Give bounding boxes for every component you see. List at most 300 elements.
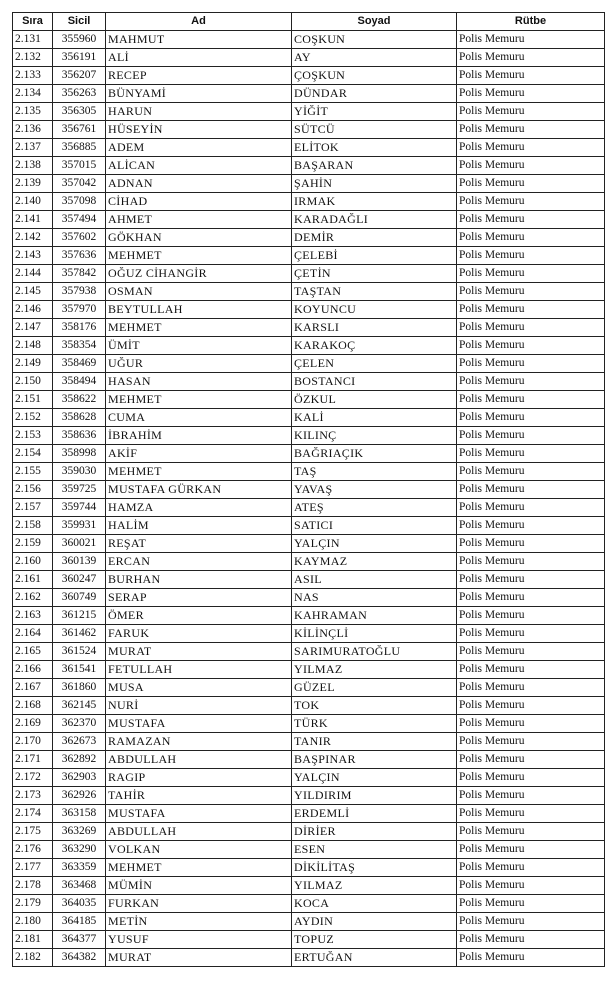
cell-soyad: BAŞARAN <box>292 157 457 175</box>
cell-sicil: 360021 <box>53 535 106 553</box>
cell-sicil: 360247 <box>53 571 106 589</box>
cell-soyad: ASIL <box>292 571 457 589</box>
cell-sicil: 362145 <box>53 697 106 715</box>
table-row <box>13 211 605 229</box>
cell-sira: 2.133 <box>13 67 53 85</box>
cell-sicil: 357098 <box>53 193 106 211</box>
cell-soyad: BAĞRIAÇIK <box>292 445 457 463</box>
cell-sira: 2.134 <box>13 85 53 103</box>
cell-soyad: KOYUNCU <box>292 301 457 319</box>
cell-sira: 2.170 <box>13 733 53 751</box>
cell-sicil: 358176 <box>53 319 106 337</box>
cell-ad: ADNAN <box>106 175 292 193</box>
cell-sira: 2.156 <box>13 481 53 499</box>
table-row <box>13 949 605 967</box>
cell-ad: FETULLAH <box>106 661 292 679</box>
cell-sira: 2.141 <box>13 211 53 229</box>
cell-ad: MEHMET <box>106 391 292 409</box>
cell-soyad: KAHRAMAN <box>292 607 457 625</box>
cell-ad: MURAT <box>106 643 292 661</box>
cell-sira: 2.169 <box>13 715 53 733</box>
cell-sira: 2.146 <box>13 301 53 319</box>
cell-rutbe: Polis Memuru <box>457 697 605 715</box>
cell-rutbe: Polis Memuru <box>457 751 605 769</box>
cell-ad: RAMAZAN <box>106 733 292 751</box>
table-row <box>13 229 605 247</box>
table-row <box>13 571 605 589</box>
cell-sira: 2.176 <box>13 841 53 859</box>
cell-sicil: 356885 <box>53 139 106 157</box>
table-row <box>13 607 605 625</box>
cell-sira: 2.179 <box>13 895 53 913</box>
cell-sicil: 357042 <box>53 175 106 193</box>
cell-sira: 2.164 <box>13 625 53 643</box>
cell-rutbe: Polis Memuru <box>457 787 605 805</box>
table-row <box>13 679 605 697</box>
cell-sira: 2.161 <box>13 571 53 589</box>
cell-rutbe: Polis Memuru <box>457 841 605 859</box>
table-row <box>13 499 605 517</box>
table-row <box>13 661 605 679</box>
cell-ad: BEYTULLAH <box>106 301 292 319</box>
cell-soyad: COŞKUN <box>292 31 457 49</box>
cell-soyad: TOK <box>292 697 457 715</box>
table-row <box>13 31 605 49</box>
cell-sira: 2.154 <box>13 445 53 463</box>
cell-rutbe: Polis Memuru <box>457 211 605 229</box>
cell-sira: 2.167 <box>13 679 53 697</box>
cell-sira: 2.175 <box>13 823 53 841</box>
cell-sira: 2.138 <box>13 157 53 175</box>
cell-sicil: 361524 <box>53 643 106 661</box>
cell-sicil: 362370 <box>53 715 106 733</box>
cell-soyad: YILDIRIM <box>292 787 457 805</box>
cell-ad: REŞAT <box>106 535 292 553</box>
cell-sicil: 356305 <box>53 103 106 121</box>
cell-sira: 2.153 <box>13 427 53 445</box>
table-row <box>13 625 605 643</box>
cell-rutbe: Polis Memuru <box>457 571 605 589</box>
cell-sicil: 362892 <box>53 751 106 769</box>
column-header-rutbe: Rütbe <box>457 13 605 31</box>
cell-ad: RAGIP <box>106 769 292 787</box>
cell-sicil: 362903 <box>53 769 106 787</box>
cell-sicil: 361860 <box>53 679 106 697</box>
cell-ad: OSMAN <box>106 283 292 301</box>
cell-sira: 2.168 <box>13 697 53 715</box>
cell-rutbe: Polis Memuru <box>457 823 605 841</box>
cell-sicil: 363468 <box>53 877 106 895</box>
cell-ad: MEHMET <box>106 247 292 265</box>
cell-sira: 2.163 <box>13 607 53 625</box>
table-row <box>13 481 605 499</box>
cell-sicil: 358998 <box>53 445 106 463</box>
cell-sira: 2.139 <box>13 175 53 193</box>
cell-ad: MEHMET <box>106 463 292 481</box>
cell-soyad: SARIMURATOĞLU <box>292 643 457 661</box>
cell-sira: 2.160 <box>13 553 53 571</box>
cell-sira: 2.173 <box>13 787 53 805</box>
cell-ad: HASAN <box>106 373 292 391</box>
cell-soyad: KİLİNÇLİ <box>292 625 457 643</box>
cell-sicil: 360749 <box>53 589 106 607</box>
table-row <box>13 175 605 193</box>
cell-ad: SERAP <box>106 589 292 607</box>
cell-sira: 2.177 <box>13 859 53 877</box>
cell-ad: BÜNYAMİ <box>106 85 292 103</box>
cell-ad: ALİCAN <box>106 157 292 175</box>
cell-rutbe: Polis Memuru <box>457 859 605 877</box>
cell-rutbe: Polis Memuru <box>457 67 605 85</box>
cell-soyad: TOPUZ <box>292 931 457 949</box>
cell-ad: MUSTAFA GÜRKAN <box>106 481 292 499</box>
cell-sira: 2.181 <box>13 931 53 949</box>
cell-soyad: ÇETİN <box>292 265 457 283</box>
cell-sira: 2.137 <box>13 139 53 157</box>
cell-ad: AHMET <box>106 211 292 229</box>
table-row <box>13 193 605 211</box>
cell-ad: AKİF <box>106 445 292 463</box>
cell-soyad: YİĞİT <box>292 103 457 121</box>
cell-soyad: ÇELEBİ <box>292 247 457 265</box>
cell-ad: FURKAN <box>106 895 292 913</box>
table-row <box>13 823 605 841</box>
table-row <box>13 697 605 715</box>
column-header-sira: Sıra <box>13 13 53 31</box>
cell-rutbe: Polis Memuru <box>457 355 605 373</box>
cell-soyad: ÇOŞKUN <box>292 67 457 85</box>
cell-sicil: 357636 <box>53 247 106 265</box>
cell-ad: HARUN <box>106 103 292 121</box>
cell-sira: 2.140 <box>13 193 53 211</box>
table-row <box>13 553 605 571</box>
cell-rutbe: Polis Memuru <box>457 85 605 103</box>
cell-rutbe: Polis Memuru <box>457 301 605 319</box>
cell-sicil: 363158 <box>53 805 106 823</box>
cell-rutbe: Polis Memuru <box>457 103 605 121</box>
cell-rutbe: Polis Memuru <box>457 949 605 967</box>
table-row <box>13 67 605 85</box>
cell-ad: ÖMER <box>106 607 292 625</box>
table-row <box>13 733 605 751</box>
cell-rutbe: Polis Memuru <box>457 193 605 211</box>
cell-soyad: BAŞPINAR <box>292 751 457 769</box>
cell-rutbe: Polis Memuru <box>457 733 605 751</box>
personnel-list-page <box>12 12 604 967</box>
cell-sira: 2.178 <box>13 877 53 895</box>
cell-ad: İBRAHİM <box>106 427 292 445</box>
cell-ad: GÖKHAN <box>106 229 292 247</box>
cell-soyad: DÜNDAR <box>292 85 457 103</box>
cell-ad: ERCAN <box>106 553 292 571</box>
cell-soyad: KILINÇ <box>292 427 457 445</box>
cell-ad: MAHMUT <box>106 31 292 49</box>
cell-soyad: KAYMAZ <box>292 553 457 571</box>
cell-ad: VOLKAN <box>106 841 292 859</box>
cell-sicil: 359931 <box>53 517 106 535</box>
table-row <box>13 49 605 67</box>
cell-sicil: 363290 <box>53 841 106 859</box>
cell-sira: 2.147 <box>13 319 53 337</box>
cell-soyad: TANIR <box>292 733 457 751</box>
cell-rutbe: Polis Memuru <box>457 679 605 697</box>
cell-soyad: KARSLI <box>292 319 457 337</box>
table-row <box>13 283 605 301</box>
cell-sira: 2.132 <box>13 49 53 67</box>
column-header-soyad: Soyad <box>292 13 457 31</box>
cell-ad: ABDULLAH <box>106 751 292 769</box>
column-header-ad: Ad <box>106 13 292 31</box>
cell-rutbe: Polis Memuru <box>457 895 605 913</box>
table-row <box>13 751 605 769</box>
cell-ad: ALİ <box>106 49 292 67</box>
cell-rutbe: Polis Memuru <box>457 499 605 517</box>
cell-rutbe: Polis Memuru <box>457 319 605 337</box>
table-row <box>13 121 605 139</box>
cell-sira: 2.148 <box>13 337 53 355</box>
cell-sicil: 361541 <box>53 661 106 679</box>
cell-rutbe: Polis Memuru <box>457 373 605 391</box>
cell-sicil: 360139 <box>53 553 106 571</box>
cell-sira: 2.180 <box>13 913 53 931</box>
cell-soyad: YALÇIN <box>292 535 457 553</box>
cell-ad: HÜSEYİN <box>106 121 292 139</box>
cell-soyad: AY <box>292 49 457 67</box>
cell-soyad: DİKİLİTAŞ <box>292 859 457 877</box>
cell-sicil: 359744 <box>53 499 106 517</box>
cell-rutbe: Polis Memuru <box>457 553 605 571</box>
table-row <box>13 409 605 427</box>
cell-rutbe: Polis Memuru <box>457 121 605 139</box>
cell-soyad: NAS <box>292 589 457 607</box>
table-row <box>13 157 605 175</box>
cell-soyad: KARAKOÇ <box>292 337 457 355</box>
cell-rutbe: Polis Memuru <box>457 391 605 409</box>
cell-sicil: 358628 <box>53 409 106 427</box>
cell-sira: 2.142 <box>13 229 53 247</box>
cell-sicil: 358494 <box>53 373 106 391</box>
cell-rutbe: Polis Memuru <box>457 913 605 931</box>
cell-sicil: 358636 <box>53 427 106 445</box>
cell-rutbe: Polis Memuru <box>457 607 605 625</box>
cell-ad: ÜMİT <box>106 337 292 355</box>
cell-sira: 2.152 <box>13 409 53 427</box>
cell-rutbe: Polis Memuru <box>457 643 605 661</box>
cell-sicil: 357015 <box>53 157 106 175</box>
cell-rutbe: Polis Memuru <box>457 769 605 787</box>
cell-soyad: BOSTANCI <box>292 373 457 391</box>
cell-soyad: YALÇIN <box>292 769 457 787</box>
cell-sira: 2.165 <box>13 643 53 661</box>
cell-sicil: 356761 <box>53 121 106 139</box>
cell-ad: RECEP <box>106 67 292 85</box>
cell-sicil: 357970 <box>53 301 106 319</box>
table-row <box>13 445 605 463</box>
table-row <box>13 589 605 607</box>
cell-sicil: 359030 <box>53 463 106 481</box>
table-row <box>13 859 605 877</box>
cell-sira: 2.158 <box>13 517 53 535</box>
cell-sira: 2.144 <box>13 265 53 283</box>
cell-sicil: 363359 <box>53 859 106 877</box>
cell-rutbe: Polis Memuru <box>457 931 605 949</box>
cell-sicil: 364377 <box>53 931 106 949</box>
cell-sira: 2.157 <box>13 499 53 517</box>
cell-sira: 2.131 <box>13 31 53 49</box>
cell-rutbe: Polis Memuru <box>457 139 605 157</box>
cell-soyad: ŞAHİN <box>292 175 457 193</box>
cell-sicil: 364382 <box>53 949 106 967</box>
cell-rutbe: Polis Memuru <box>457 337 605 355</box>
cell-ad: MÜMİN <box>106 877 292 895</box>
cell-rutbe: Polis Memuru <box>457 427 605 445</box>
cell-soyad: DİRİER <box>292 823 457 841</box>
table-row <box>13 787 605 805</box>
cell-rutbe: Polis Memuru <box>457 445 605 463</box>
cell-soyad: ATEŞ <box>292 499 457 517</box>
cell-ad: OĞUZ CİHANGİR <box>106 265 292 283</box>
cell-ad: HAMZA <box>106 499 292 517</box>
cell-rutbe: Polis Memuru <box>457 229 605 247</box>
cell-sira: 2.151 <box>13 391 53 409</box>
cell-soyad: YILMAZ <box>292 661 457 679</box>
cell-rutbe: Polis Memuru <box>457 805 605 823</box>
table-row <box>13 895 605 913</box>
cell-soyad: SÜTCÜ <box>292 121 457 139</box>
cell-rutbe: Polis Memuru <box>457 661 605 679</box>
cell-sicil: 362673 <box>53 733 106 751</box>
cell-sicil: 358469 <box>53 355 106 373</box>
cell-rutbe: Polis Memuru <box>457 247 605 265</box>
table-row <box>13 391 605 409</box>
cell-soyad: KALİ <box>292 409 457 427</box>
table-row <box>13 877 605 895</box>
table-row <box>13 841 605 859</box>
cell-sicil: 358622 <box>53 391 106 409</box>
cell-soyad: ÇELEN <box>292 355 457 373</box>
cell-soyad: IRMAK <box>292 193 457 211</box>
cell-rutbe: Polis Memuru <box>457 283 605 301</box>
cell-rutbe: Polis Memuru <box>457 409 605 427</box>
cell-sicil: 361215 <box>53 607 106 625</box>
cell-rutbe: Polis Memuru <box>457 715 605 733</box>
cell-rutbe: Polis Memuru <box>457 157 605 175</box>
cell-soyad: KOCA <box>292 895 457 913</box>
cell-sicil: 357842 <box>53 265 106 283</box>
table-row <box>13 913 605 931</box>
cell-sicil: 358354 <box>53 337 106 355</box>
cell-ad: TAHİR <box>106 787 292 805</box>
cell-soyad: TÜRK <box>292 715 457 733</box>
cell-ad: BURHAN <box>106 571 292 589</box>
table-row <box>13 247 605 265</box>
cell-sicil: 357938 <box>53 283 106 301</box>
cell-sira: 2.155 <box>13 463 53 481</box>
column-header-sicil: Sicil <box>53 13 106 31</box>
cell-rutbe: Polis Memuru <box>457 463 605 481</box>
cell-soyad: TAŞ <box>292 463 457 481</box>
cell-sira: 2.162 <box>13 589 53 607</box>
cell-sicil: 363269 <box>53 823 106 841</box>
cell-rutbe: Polis Memuru <box>457 877 605 895</box>
cell-sira: 2.166 <box>13 661 53 679</box>
cell-rutbe: Polis Memuru <box>457 265 605 283</box>
cell-sicil: 356207 <box>53 67 106 85</box>
cell-rutbe: Polis Memuru <box>457 517 605 535</box>
table-row <box>13 85 605 103</box>
cell-sira: 2.159 <box>13 535 53 553</box>
cell-sicil: 362926 <box>53 787 106 805</box>
cell-sira: 2.182 <box>13 949 53 967</box>
cell-rutbe: Polis Memuru <box>457 31 605 49</box>
cell-sira: 2.135 <box>13 103 53 121</box>
table-row <box>13 373 605 391</box>
cell-sicil: 357494 <box>53 211 106 229</box>
cell-ad: HALİM <box>106 517 292 535</box>
table-row <box>13 319 605 337</box>
cell-sicil: 364185 <box>53 913 106 931</box>
table-row <box>13 517 605 535</box>
cell-sira: 2.150 <box>13 373 53 391</box>
cell-soyad: KARADAĞLI <box>292 211 457 229</box>
table-row <box>13 337 605 355</box>
cell-sicil: 359725 <box>53 481 106 499</box>
table-row <box>13 643 605 661</box>
cell-rutbe: Polis Memuru <box>457 481 605 499</box>
cell-ad: YUSUF <box>106 931 292 949</box>
cell-ad: CUMA <box>106 409 292 427</box>
cell-ad: ADEM <box>106 139 292 157</box>
table-row <box>13 463 605 481</box>
cell-ad: NURİ <box>106 697 292 715</box>
cell-sicil: 356191 <box>53 49 106 67</box>
cell-ad: CİHAD <box>106 193 292 211</box>
cell-sicil: 357602 <box>53 229 106 247</box>
table-row <box>13 301 605 319</box>
cell-sira: 2.136 <box>13 121 53 139</box>
cell-rutbe: Polis Memuru <box>457 175 605 193</box>
table-row <box>13 805 605 823</box>
cell-rutbe: Polis Memuru <box>457 535 605 553</box>
cell-sicil: 361462 <box>53 625 106 643</box>
cell-sira: 2.171 <box>13 751 53 769</box>
cell-soyad: ESEN <box>292 841 457 859</box>
table-row <box>13 427 605 445</box>
table-row <box>13 931 605 949</box>
cell-soyad: GÜZEL <box>292 679 457 697</box>
cell-sicil: 355960 <box>53 31 106 49</box>
cell-soyad: ELİTOK <box>292 139 457 157</box>
cell-sira: 2.174 <box>13 805 53 823</box>
table-row <box>13 265 605 283</box>
table-row <box>13 769 605 787</box>
table-header-row <box>13 13 605 31</box>
cell-ad: UĞUR <box>106 355 292 373</box>
cell-soyad: YAVAŞ <box>292 481 457 499</box>
table-row <box>13 535 605 553</box>
cell-sicil: 356263 <box>53 85 106 103</box>
cell-rutbe: Polis Memuru <box>457 49 605 67</box>
cell-sira: 2.172 <box>13 769 53 787</box>
cell-sira: 2.145 <box>13 283 53 301</box>
cell-sicil: 364035 <box>53 895 106 913</box>
cell-soyad: ERDEMLİ <box>292 805 457 823</box>
cell-soyad: TAŞTAN <box>292 283 457 301</box>
cell-soyad: YILMAZ <box>292 877 457 895</box>
cell-soyad: SATICI <box>292 517 457 535</box>
cell-sira: 2.149 <box>13 355 53 373</box>
cell-sira: 2.143 <box>13 247 53 265</box>
